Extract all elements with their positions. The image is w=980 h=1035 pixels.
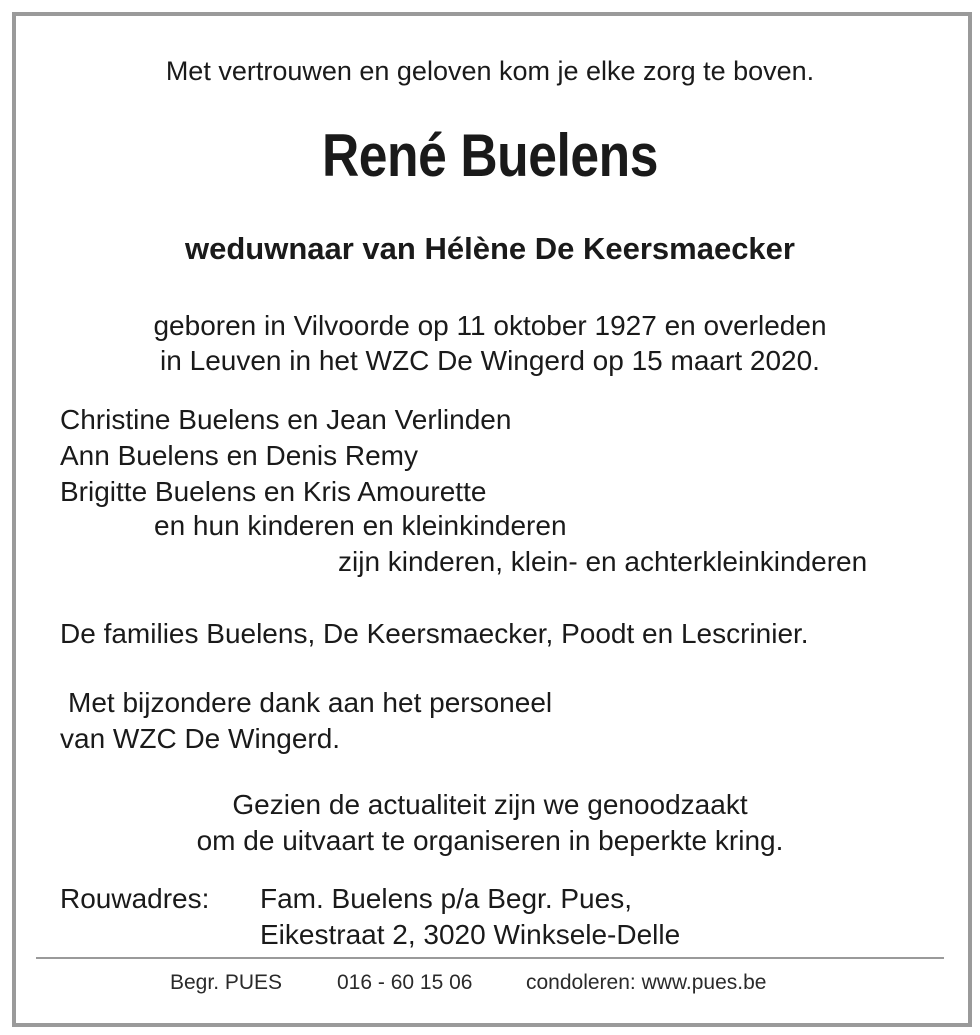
birth-death-line-2: in Leuven in het WZC De Wingerd op 15 maart 2020. <box>160 345 820 376</box>
footer-condolences: condoleren: www.pues.be <box>526 971 767 994</box>
thanks-line-1: Met bijzondere dank aan het personeel <box>68 687 553 718</box>
footer-undertaker: Begr. PUES <box>170 971 283 994</box>
widower-line: weduwnaar van Hélène De Keersmaecker <box>185 231 795 266</box>
motto-quote: Met vertrouwen en geloven kom je elke zorg te boven. <box>165 56 815 86</box>
family-line: zijn kinderen, klein- en achterkleinkinderen <box>338 546 868 577</box>
mourning-address-label: Rouwadres: <box>60 883 210 914</box>
mourning-address-line-2: Eikestraat 2, 3020 Winksele-Delle <box>260 919 681 950</box>
deceased-name: René Buelens <box>321 122 659 189</box>
family-line: Brigitte Buelens en Kris Amourette <box>60 476 487 507</box>
mourning-address-line-1: Fam. Buelens p/a Begr. Pues, <box>260 883 632 914</box>
thanks-line-2: van WZC De Wingerd. <box>60 723 341 754</box>
family-line: Christine Buelens en Jean Verlinden <box>60 404 512 435</box>
footer-phone: 016 - 60 15 06 <box>337 971 473 994</box>
birth-death-line-1: geboren in Vilvoorde op 11 oktober 1927 en overleden <box>153 310 827 341</box>
family-line: en hun kinderen en kleinkinderen <box>154 510 567 541</box>
notice-line-1: Gezien de actualiteit zijn we genoodzaakt <box>232 789 748 820</box>
notice-line-2: om de uitvaart te organiseren in beperkte kring. <box>196 825 784 856</box>
footer-divider <box>36 957 944 959</box>
family-line: Ann Buelens en Denis Remy <box>60 440 418 471</box>
families-line: De families Buelens, De Keersmaecker, Poodt en Lescrinier. <box>60 618 809 649</box>
